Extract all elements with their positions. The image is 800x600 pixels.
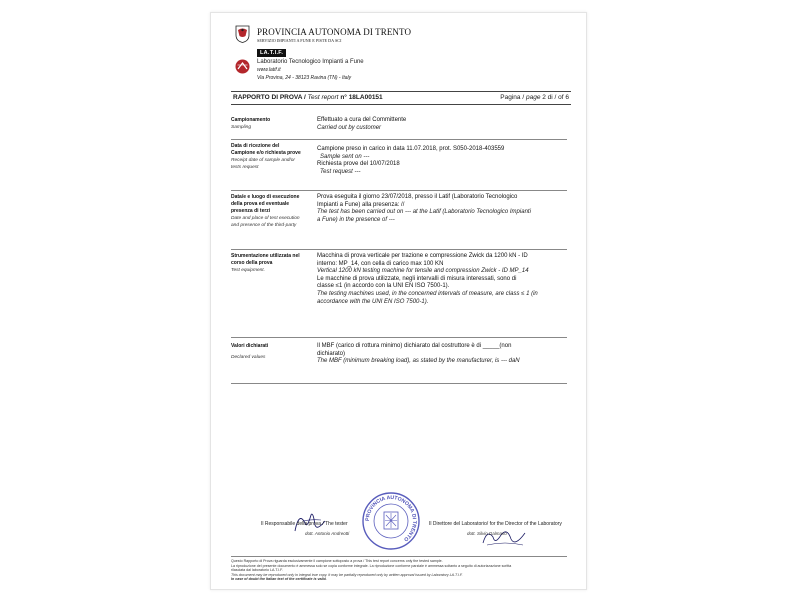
divider bbox=[231, 383, 567, 384]
value-en: a Fune) in the presence of --- bbox=[317, 216, 395, 223]
value-en: The test has been carried out on --- at the Latif (Laboratorio Tecnologico Impianti bbox=[317, 209, 531, 216]
label-en: Sampling bbox=[231, 125, 251, 130]
latif-logo-icon bbox=[235, 59, 250, 74]
page-of: 2 di / of 6 bbox=[542, 94, 569, 101]
section-label bbox=[231, 143, 313, 171]
report-label-it: RAPPORTO DI PROVA / bbox=[233, 94, 306, 101]
org-subtitle: SERVIZIO IMPIANTI A FUNE E PISTE DA SCI bbox=[257, 38, 342, 43]
label-it: presenza di terzi bbox=[231, 208, 271, 214]
tester-name: dott. Antonio Andreotti bbox=[305, 531, 350, 536]
section-value bbox=[317, 253, 567, 306]
report-number bbox=[233, 93, 383, 102]
label-it: corso della prova bbox=[231, 260, 273, 266]
value-en: accordance with the UNI EN ISO 7500-1). bbox=[317, 298, 429, 305]
divider bbox=[231, 337, 567, 338]
value-en: Test request --- bbox=[320, 168, 361, 175]
lab-address: Via Provina, 24 - 38123 Ravina (TN) - Italy bbox=[257, 75, 352, 81]
label-en: tests request bbox=[231, 165, 259, 170]
org-name: PROVINCIA AUTONOMA DI TRENTO bbox=[257, 27, 412, 37]
lab-row bbox=[231, 49, 571, 83]
director-label: Il Direttore del Laboratorio/ for the Director of the Laboratory bbox=[429, 521, 562, 527]
footer-note: Questo Rapporto di Prova riguarda esclusivamente il campione sottoposto a prova / This test report concerns only the tested sample. bbox=[231, 559, 443, 563]
value-it: dichiarato) bbox=[317, 350, 346, 357]
letterhead bbox=[231, 23, 571, 83]
lab-badge: LA.T.I.F. bbox=[257, 49, 286, 57]
lab-name: Laboratorio Tecnologico Impianti a Fune bbox=[257, 59, 364, 65]
page-label-en: page bbox=[525, 94, 541, 101]
section-value bbox=[317, 117, 567, 132]
footer-notes bbox=[231, 559, 567, 582]
director-name: dott. Silvio Dalmaso bbox=[467, 531, 507, 536]
value-it: Richiesta prove del 10/07/2018 bbox=[317, 161, 400, 168]
section-value bbox=[317, 194, 567, 224]
section-value bbox=[317, 146, 567, 176]
value-it: Impianti a Fune) alla presenza: // bbox=[317, 201, 405, 208]
document-page bbox=[210, 12, 587, 590]
org-row bbox=[231, 23, 571, 47]
value-en: Carried out by customer bbox=[317, 124, 382, 131]
stamp-text: PROVINCIA AUTONOMA DI TRENTO bbox=[364, 494, 418, 543]
section-equipment bbox=[231, 253, 567, 333]
director-signature bbox=[481, 525, 529, 549]
divider bbox=[231, 139, 567, 140]
section-label bbox=[231, 194, 313, 229]
value-it: Prova eseguita il giorno 23/07/2018, presso il Latif (Laboratorio Tecnologico bbox=[317, 194, 518, 200]
value-en: Vertical 1200 kN testing machine for tensile and compression Zwick - ID MP_14 bbox=[317, 268, 529, 275]
footer-divider bbox=[231, 556, 567, 557]
section-sampling bbox=[231, 117, 567, 137]
label-it: Campionamento bbox=[231, 117, 271, 123]
report-label-en: Test report bbox=[307, 94, 339, 101]
label-en: Receipt date of sample and/or bbox=[231, 158, 295, 163]
footer-note: This document may be reproduced only in integral true copy. It may be partially reproduced only by written approval issued by Laboratory LA.T.I.F. bbox=[231, 572, 463, 577]
value-it: interno: MP_14, con cella di carico max 100 KN bbox=[317, 260, 444, 267]
section-label bbox=[231, 343, 313, 361]
value-it: classe ≤1 (in accordo con la UNI EN ISO 7500-1). bbox=[317, 283, 450, 290]
eagle-crest-icon bbox=[235, 25, 250, 43]
divider bbox=[231, 249, 567, 250]
value-it: Effettuato a cura del Committente bbox=[317, 117, 407, 123]
section-label bbox=[231, 253, 313, 274]
label-en: Date and place of test execution bbox=[231, 216, 300, 221]
section-value bbox=[317, 343, 567, 366]
label-it: Data/e e luogo di esecuzione bbox=[231, 194, 300, 200]
footer-note: rilasciata dal laboratorio LA.T.I.F. bbox=[231, 568, 283, 573]
label-it: Valori dichiarati bbox=[231, 343, 269, 349]
tester-label: Il Responsabile della prova / The tester bbox=[261, 521, 348, 527]
lab-website: www.latif.it bbox=[257, 67, 281, 73]
value-it: Il MBF (carico di rottura minimo) dichiarato dal costruttore è di _____(non bbox=[317, 343, 512, 349]
signature-row bbox=[231, 513, 567, 553]
footer-note: In case of doubt the Italian text of the certificate is valid. bbox=[231, 577, 327, 582]
divider bbox=[231, 190, 567, 191]
section-declared bbox=[231, 343, 567, 379]
label-it: Data di ricezione del bbox=[231, 143, 280, 149]
value-en: The MBF (minimum breaking load), as stated by the manufacturer, is --- daN bbox=[317, 358, 520, 365]
value-it: Macchina di prova verticale per trazione e compressione Zwick da 1200 kN - ID bbox=[317, 253, 528, 259]
label-en: Test equipment. bbox=[231, 268, 265, 273]
section-label bbox=[231, 117, 313, 131]
page-label-it: Pagina / bbox=[500, 94, 525, 101]
label-en: and presence of the third-party bbox=[231, 223, 297, 228]
label-en: Declared values bbox=[231, 355, 266, 360]
value-it: Le macchine di prova utilizzate, negli intervalli di misura interessati, sono di bbox=[317, 275, 517, 282]
value-it: Campione preso in carico in data 11.07.2018, prot. S050-2018-403559 bbox=[317, 146, 505, 152]
section-place bbox=[231, 194, 567, 244]
label-it: Strumentazione utilizzata nel bbox=[231, 253, 300, 259]
section-receipt bbox=[231, 143, 567, 185]
report-no: n° 18LA00151 bbox=[340, 94, 383, 101]
report-bar bbox=[231, 91, 571, 105]
page-indicator bbox=[500, 93, 569, 102]
value-en: The testing machines used, in the concerned intervals of measure, are class ≤ 1 (in bbox=[317, 290, 538, 297]
label-it: Campione e/o richiesta prove bbox=[231, 150, 301, 156]
label-it: della prova ed eventuale bbox=[231, 201, 290, 207]
footer-note: La riproduzione del presente documento è ammessa solo se copia conforme integrale. La riproduzione conforme parziale è ammessa soltanto a seguito di autorizzazione scritta bbox=[231, 563, 512, 568]
value-en: Sample sent on --- bbox=[320, 153, 370, 160]
